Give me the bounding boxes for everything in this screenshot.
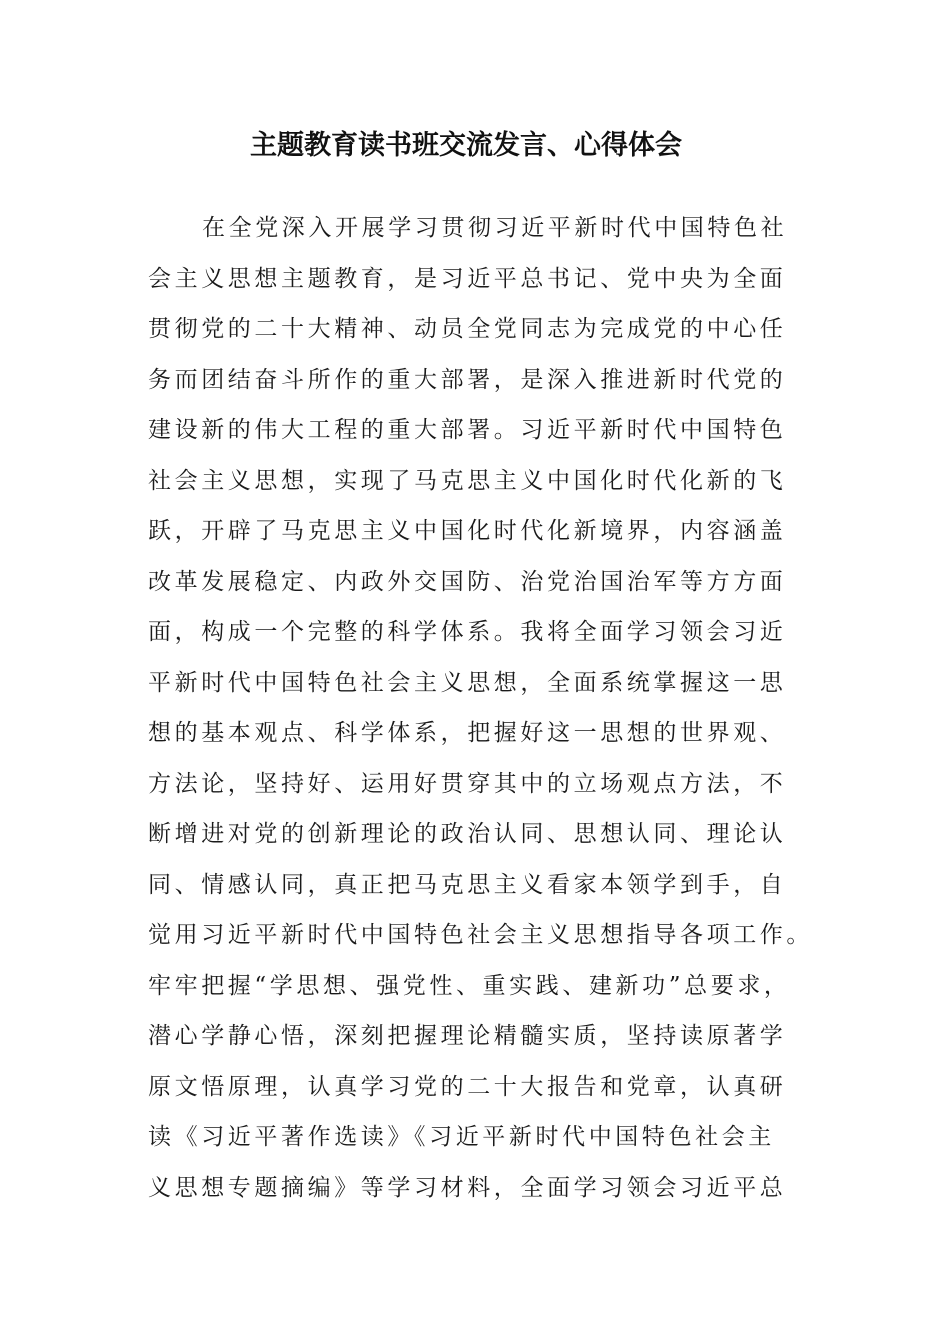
- paragraph-line: 面，构成一个完整的科学体系。我将全面学习领会习近: [148, 619, 787, 645]
- paragraph-line: 义思想专题摘编》等学习材料，全面学习领会习近平总: [148, 1174, 787, 1201]
- paragraph-line: 贯彻党的二十大精神、动员全党同志为完成党的中心任: [148, 316, 787, 342]
- paragraph-line: 牢牢把握“学思想、强党性、重实践、建新功”总要求，: [148, 972, 791, 999]
- document-body: [148, 203, 813, 1213]
- paragraph-line: 断增进对党的创新理论的政治认同、思想认同、理论认: [148, 821, 787, 847]
- paragraph-line: 改革发展稳定、内政外交国防、治党治国治军等方方面: [148, 568, 787, 595]
- paragraph-line: 潜心学静心悟，深刻把握理论精髓实质，坚持读原著学: [148, 1023, 787, 1049]
- paragraph-line: 社会主义思想，实现了马克思主义中国化时代化新的飞: [148, 467, 787, 494]
- document-title: 主题教育读书班交流发言、心得体会: [250, 130, 682, 161]
- paragraph-line: 务而团结奋斗所作的重大部署，是深入推进新时代党的: [148, 366, 787, 393]
- paragraph-line: 在全党深入开展学习贯彻习近平新时代中国特色社: [202, 215, 788, 241]
- paragraph-line: 想的基本观点、科学体系，把握好这一思想的世界观、: [148, 720, 787, 746]
- paragraph-line: 读《习近平著作选读》《习近平新时代中国特色社会主: [148, 1124, 775, 1150]
- paragraph-line: 方法论，坚持好、运用好贯穿其中的立场观点方法，不: [148, 770, 787, 797]
- paragraph-line: 平新时代中国特色社会主义思想，全面系统掌握这一思: [148, 669, 787, 696]
- paragraph-line: 原文悟原理，认真学习党的二十大报告和党章，认真研: [148, 1073, 787, 1100]
- paragraph-line: 跃，开辟了马克思主义中国化时代化新境界，内容涵盖: [148, 518, 787, 544]
- paragraph-line: 同、情感认同，真正把马克思主义看家本领学到手，自: [148, 871, 787, 898]
- paragraph-line: 会主义思想主题教育，是习近平总书记、党中央为全面: [148, 265, 787, 292]
- paragraph-line: 建设新的伟大工程的重大部署。习近平新时代中国特色: [148, 417, 787, 443]
- paragraph-line: 觉用习近平新时代中国特色社会主义思想指导各项工作。: [148, 922, 813, 948]
